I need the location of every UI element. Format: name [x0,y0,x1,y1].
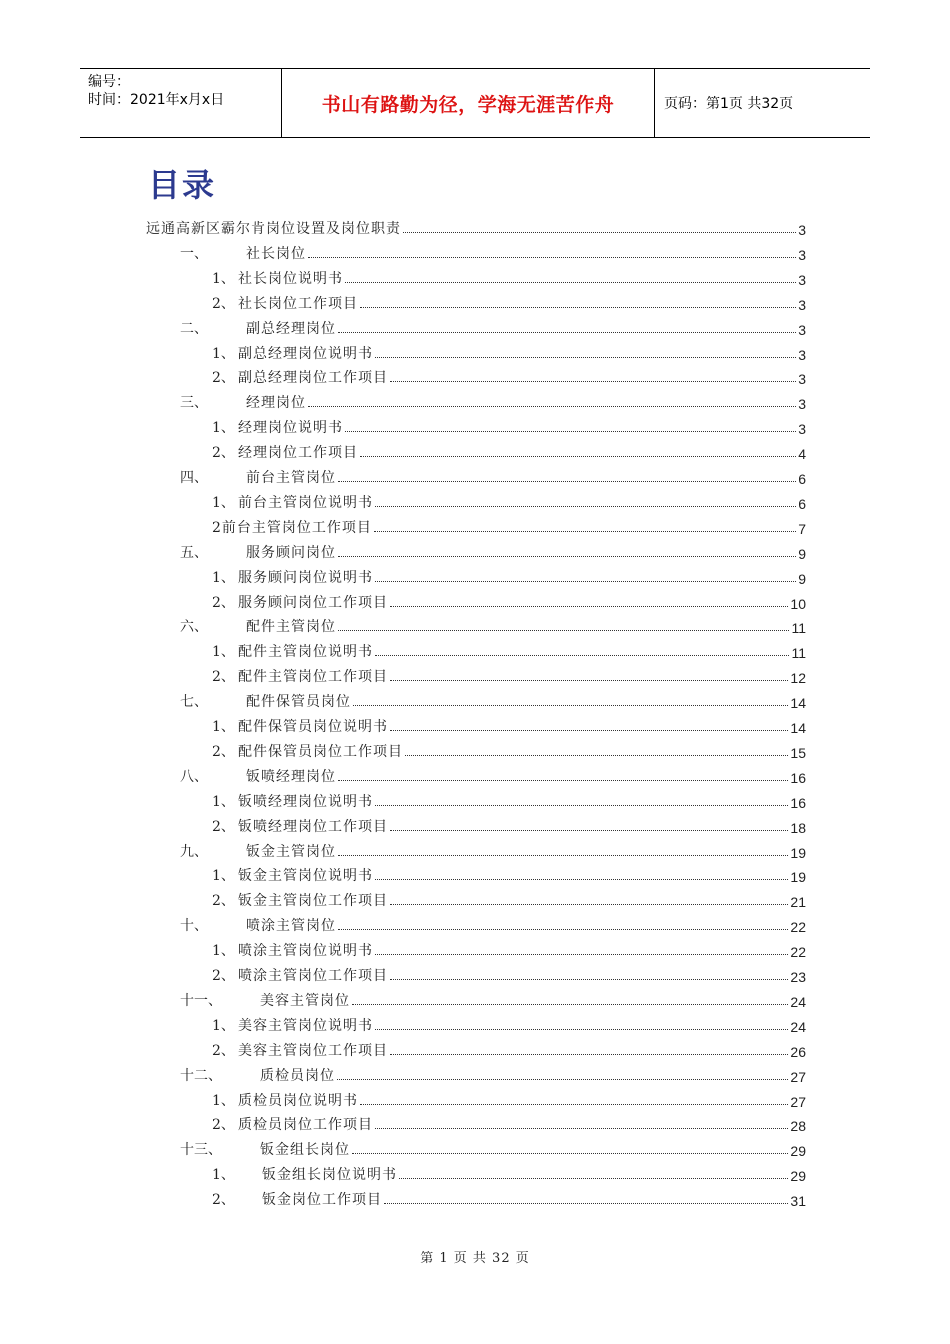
toc-entry-page: 16 [790,794,806,811]
toc-entry-title: 前台主管岗位 [246,470,336,486]
toc-entry-number: 1、 [212,569,235,586]
toc-entry[interactable] [180,762,806,786]
toc-entry[interactable] [180,388,806,412]
toc-entry-title: 钣金主管岗位工作项目 [238,893,388,910]
toc-entry-page: 21 [790,894,806,911]
toc-entry-number: 2、 [212,818,235,835]
toc-entry-number: 2、 [212,594,235,611]
toc-entry-page: 9 [798,570,806,587]
toc-entry-page: 3 [798,246,806,263]
toc-entry[interactable] [212,1036,806,1060]
toc-entry-title: 钣喷经理岗位 [246,768,336,785]
toc-entry-number: 1、 [212,420,235,437]
toc-leader-dots [353,705,788,706]
toc-entry-page: 7 [798,520,806,537]
toc-leader-dots [308,406,796,407]
toc-leader-dots [338,332,796,333]
toc-entry[interactable] [212,1110,806,1134]
toc-entry-title: 经理岗位工作项目 [238,445,358,462]
toc-entry[interactable] [180,538,806,562]
toc-entry-title: 配件保管员岗位工作项目 [238,743,403,760]
toc-entry-number: 三、 [180,395,208,412]
toc-entry-number: 七、 [180,694,208,711]
toc-leader-dots [308,257,796,258]
toc-entry-page: 15 [790,744,806,761]
toc-leader-dots [375,954,788,955]
toc-entry-page: 6 [798,471,806,487]
toc-leader-dots [390,1054,788,1055]
toc-entry-title: 钣金组长岗位 [260,1142,350,1159]
toc-entry-title: 美容主管岗位工作项目 [238,1042,388,1059]
toc-entry-number: 1、 [212,868,235,885]
toc-entry-title: 钣金岗位工作项目 [262,1192,382,1209]
toc-entry-page: 19 [790,844,806,861]
toc-leader-dots [345,431,796,432]
toc-leader-dots [360,307,796,308]
toc-entry[interactable] [212,787,806,811]
toc-entry-number: 2、 [212,968,235,984]
toc-leader-dots [390,606,788,607]
toc-leader-dots [338,780,788,781]
toc-entry-page: 3 [798,222,806,238]
toc-entry[interactable] [212,886,806,910]
toc-entry-page: 18 [790,819,806,836]
page-footer: 第 1 页 共 32 页 [420,1251,530,1266]
toc-entry[interactable] [212,1086,806,1110]
toc-leader-dots [352,1004,788,1005]
toc-entry-page: 27 [790,1068,806,1085]
toc-entry-title: 质检员岗位说明书 [238,1092,358,1109]
toc-entry[interactable] [180,1135,806,1159]
toc-entry-title: 服务顾问岗位说明书 [238,569,373,586]
toc-entry[interactable] [212,637,806,661]
toc-leader-dots [375,581,796,582]
toc-leader-dots [390,904,788,905]
toc-entry[interactable] [212,339,806,363]
date-label: 时间：2021年x月x日 [88,92,225,108]
toc-entry-page: 10 [790,595,806,612]
toc-entry-title: 副总经理岗位工作项目 [238,370,388,387]
toc-entry-title: 2前台主管岗位工作项目 [212,519,372,536]
toc-entry-number: 2、 [212,1117,235,1134]
toc-entry-title: 远通高新区霸尔肯岗位设置及岗位职责 [146,221,401,237]
toc-entry-page: 19 [790,869,806,886]
toc-entry-number: 2、 [212,370,235,387]
toc-leader-dots [338,855,788,856]
toc-entry-title: 质检员岗位 [260,1067,335,1084]
toc-entry-title: 美容主管岗位 [260,992,350,1009]
toc-entry[interactable] [180,612,806,636]
toc-entry-page: 3 [798,271,806,288]
toc-entry[interactable] [212,488,806,512]
toc-leader-dots [390,730,788,731]
toc-entry-number: 1、 [212,1017,235,1034]
toc-entry-page: 29 [790,1143,806,1160]
toc-leader-dots [360,456,796,457]
toc-entry-number: 六、 [180,619,208,636]
toc-leader-dots [375,879,788,880]
toc-entry[interactable] [212,1185,806,1209]
toc-entry[interactable] [212,264,806,288]
toc-entry-number: 十二、 [180,1067,222,1084]
toc-entry-title: 美容主管岗位说明书 [238,1017,373,1034]
toc-leader-dots [360,1104,788,1105]
toc-entry-title: 服务顾问岗位 [246,544,336,561]
toc-leader-dots [390,680,788,681]
toc-leader-dots [399,1178,788,1179]
toc-entry-title: 钣金主管岗位说明书 [238,868,373,885]
toc-entry-page: 29 [790,1168,806,1185]
toc-entry[interactable] [146,214,806,238]
toc-entry[interactable] [180,1061,806,1085]
toc-entry-page: 24 [790,993,806,1010]
toc-entry-page: 31 [790,1193,806,1210]
toc-entry-number: 四、 [180,470,208,486]
toc-leader-dots [345,282,796,283]
toc-entry-page: 9 [798,545,806,562]
toc-entry-number: 1、 [212,719,235,735]
toc-entry[interactable] [212,1011,806,1035]
toc-entry-number: 1、 [212,793,235,810]
toc-entry[interactable] [212,961,806,985]
toc-entry-title: 配件主管岗位说明书 [238,644,373,661]
toc-entry-number: 1、 [212,943,235,960]
toc-entry[interactable] [212,812,806,836]
toc-entry-title: 钣喷经理岗位说明书 [238,793,373,810]
toc-leader-dots [375,1029,788,1030]
toc-entry[interactable] [212,438,806,462]
header-left-cell [80,69,280,137]
toc-entry-number: 2、 [212,669,235,686]
toc-entry-number: 九、 [180,843,208,860]
toc-leader-dots [375,1128,788,1129]
toc-entry[interactable] [212,563,806,587]
toc-leader-dots [352,1153,788,1154]
toc-leader-dots [375,805,788,806]
toc-entry-title: 服务顾问岗位工作项目 [238,594,388,611]
toc-leader-dots [390,381,796,382]
toc-entry-title: 前台主管岗位说明书 [238,494,373,511]
toc-entry[interactable] [180,986,806,1010]
toc-entry-number: 五、 [180,544,208,561]
toc-entry-number: 2、 [212,295,235,312]
toc-entry-page: 27 [790,1093,806,1110]
number-label: 编号： [88,74,130,90]
toc-entry-number: 1、 [212,494,235,511]
toc-entry-page: 6 [798,495,806,512]
toc-entry-page: 3 [798,396,806,413]
toc-entry-number: 2、 [212,893,235,910]
toc-entry[interactable] [212,712,806,736]
toc-leader-dots [375,655,789,656]
toc-entry[interactable] [180,463,806,487]
toc-entry-page: 11 [791,620,806,637]
toc-leader-dots [338,481,796,482]
toc-entry-page: 3 [798,296,806,313]
toc-leader-dots [390,830,788,831]
toc-entry[interactable] [212,413,806,437]
toc-entry[interactable] [212,1160,806,1184]
toc-entry-title: 喷涂主管岗位说明书 [238,943,373,960]
toc-entry-title: 配件保管员岗位 [246,694,351,711]
toc-entry-title: 配件主管岗位 [246,619,336,636]
toc-leader-dots [405,755,788,756]
page-info: 页码：第1页 共32页 [664,96,794,112]
toc-entry-number: 1、 [212,1167,235,1184]
toc-entry-title: 配件保管员岗位说明书 [238,719,388,735]
toc-leader-dots [384,1203,788,1204]
toc-entry-page: 3 [798,346,806,363]
toc-entry-page: 26 [790,1043,806,1060]
toc-entry-number: 1、 [212,270,235,287]
toc-entry[interactable] [212,936,806,960]
toc-entry-page: 4 [798,446,806,463]
toc-entry-page: 3 [798,421,806,438]
toc-entry-page: 16 [790,769,806,786]
toc-entry-number: 2、 [212,1042,235,1059]
toc-entry-page: 3 [798,371,806,388]
toc-entry-number: 一、 [180,245,208,262]
toc-leader-dots [338,556,796,557]
toc-entry-title: 喷涂主管岗位 [246,918,336,935]
toc-entry-title: 经理岗位 [246,395,306,412]
toc-entry-page: 11 [791,645,806,662]
toc-entry-number: 2、 [212,743,235,760]
toc-title: 目录 [148,166,217,204]
toc-entry-title: 钣喷经理岗位工作项目 [238,818,388,835]
toc-entry-number: 十一、 [180,992,222,1009]
toc-entry-title: 经理岗位说明书 [238,420,343,437]
toc-entry[interactable] [212,737,806,761]
toc-entry-page: 22 [790,919,806,936]
toc-entry[interactable] [212,861,806,885]
toc-entry-title: 质检员岗位工作项目 [238,1117,373,1134]
toc-entry-page: 14 [790,720,806,736]
toc-entry-number: 1、 [212,345,235,362]
page-header [80,68,870,138]
toc-entry-number: 八、 [180,768,208,785]
toc-entry-number: 1、 [212,644,235,661]
toc-entry[interactable] [180,314,806,338]
toc-entry[interactable] [212,289,806,313]
toc-entry-page: 14 [790,695,806,712]
toc-entry[interactable] [212,363,806,387]
toc-leader-dots [375,506,796,507]
toc-leader-dots [338,630,789,631]
toc-entry-title: 社长岗位 [246,245,306,262]
toc-entry-page: 3 [798,321,806,338]
toc-leader-dots [338,929,788,930]
toc-entry-page: 28 [790,1118,806,1135]
toc-entry-number: 十三、 [180,1142,222,1159]
toc-entry-number: 二、 [180,320,208,337]
toc-leader-dots [403,232,796,233]
toc-entry-title: 钣金组长岗位说明书 [262,1167,397,1184]
toc-entry[interactable] [212,513,806,537]
toc-entry-number: 1、 [212,1092,235,1109]
toc-entry-title: 副总经理岗位 [246,320,336,337]
toc-entry-number: 十、 [180,918,208,935]
toc-entry-page: 12 [790,670,806,687]
motto: 书山有路勤为径，学海无涯苦作舟 [281,69,655,137]
toc-entry-title: 配件主管岗位工作项目 [238,669,388,686]
toc-entry-title: 社长岗位工作项目 [238,295,358,312]
toc-entry-page: 23 [790,969,806,985]
toc-entry[interactable] [212,588,806,612]
toc-leader-dots [390,979,788,980]
toc-entry-title: 社长岗位说明书 [238,270,343,287]
toc-leader-dots [375,357,796,358]
toc-entry[interactable] [180,239,806,263]
toc-leader-dots [374,531,796,532]
toc-entry[interactable] [212,662,806,686]
toc-entry-title: 喷涂主管岗位工作项目 [238,968,388,984]
toc-entry-title: 副总经理岗位说明书 [238,345,373,362]
toc-entry-page: 22 [790,944,806,961]
toc-entry[interactable] [180,837,806,861]
toc-entry-page: 24 [790,1018,806,1035]
toc-entry-title: 钣金主管岗位 [246,843,336,860]
toc-entry[interactable] [180,687,806,711]
toc-entry-number: 2、 [212,445,235,462]
toc-leader-dots [337,1079,788,1080]
toc-entry[interactable] [180,911,806,935]
toc-entry-number: 2、 [212,1192,235,1209]
